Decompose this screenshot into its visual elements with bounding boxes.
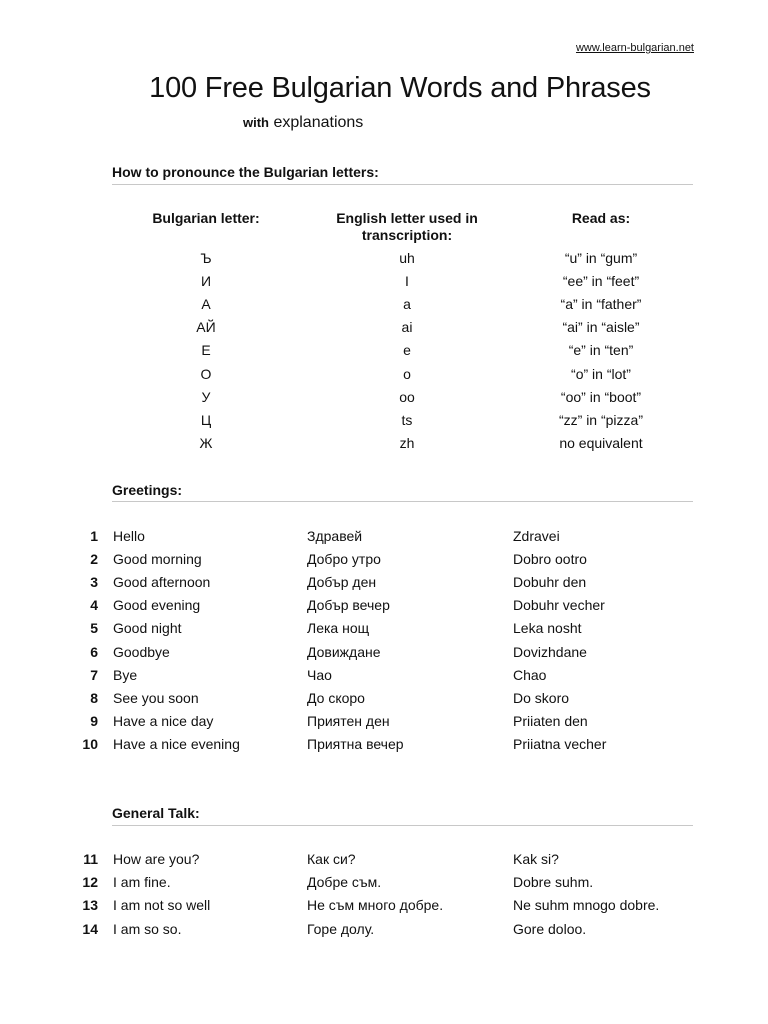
english-phrase: Good night <box>113 620 182 637</box>
list-item <box>0 690 768 713</box>
english-phrase: I am fine. <box>113 874 171 891</box>
bulgarian-phrase: Добър вечер <box>307 597 390 614</box>
english-phrase: Goodbye <box>113 643 170 660</box>
list-item <box>0 897 768 920</box>
list-item <box>0 644 768 667</box>
list-item <box>0 736 768 759</box>
english-phrase: See you soon <box>113 689 199 706</box>
general-talk-heading: General Talk: <box>112 805 200 821</box>
read-as-cell: “a” in “father” <box>560 296 642 313</box>
phrase-number: 10 <box>82 735 98 752</box>
read-as-cell: “e” in “ten” <box>568 342 634 359</box>
phrase-number: 1 <box>90 528 98 544</box>
transliteration: Zdravei <box>513 528 560 544</box>
transcription-cell: ai <box>401 319 413 336</box>
list-item <box>0 620 768 643</box>
bulgarian-letter-cell: Ъ <box>200 250 212 266</box>
greetings-heading: Greetings: <box>112 482 183 498</box>
transcription-cell: oo <box>399 388 415 405</box>
bulgarian-phrase: Приятен ден <box>307 712 390 729</box>
bulgarian-letter-cell: АЙ <box>196 319 216 336</box>
english-phrase: Bye <box>113 666 138 683</box>
list-item <box>0 851 768 874</box>
transliteration: Priiaten den <box>513 712 588 729</box>
pronunciation-heading: How to pronounce the Bulgarian letters: <box>112 164 379 180</box>
column-header-transcription <box>312 210 502 244</box>
bulgarian-phrase: Довиждане <box>307 643 381 660</box>
bulgarian-phrase: Добър ден <box>307 574 377 591</box>
bulgarian-phrase: Лека нощ <box>307 620 370 637</box>
bulgarian-letter-cell: Ж <box>199 434 213 451</box>
phrase-number: 3 <box>90 574 98 591</box>
transliteration: Dobuhr vecher <box>513 597 605 614</box>
english-phrase: Have a nice day <box>113 712 214 729</box>
english-phrase: Good afternoon <box>113 574 211 591</box>
transcription-cell: I <box>405 273 409 290</box>
bulgarian-phrase: До скоро <box>307 689 365 706</box>
list-item <box>0 528 768 551</box>
bulgarian-letter-cell: О <box>200 365 212 382</box>
column-header-transcription-line2: transcription: <box>361 227 453 243</box>
list-item <box>0 574 768 597</box>
site-link[interactable]: www.learn-bulgarian.net <box>575 42 694 54</box>
section-divider <box>112 501 693 502</box>
phrase-number: 6 <box>90 643 98 660</box>
column-header-read-as: Read as: <box>571 210 631 226</box>
bulgarian-phrase: Здравей <box>307 528 363 544</box>
english-phrase: I am not so well <box>113 897 211 914</box>
table-row <box>0 250 768 273</box>
english-phrase: Have a nice evening <box>113 735 240 752</box>
transliteration: Dovizhdane <box>513 643 587 660</box>
section-divider <box>112 184 693 185</box>
phrase-number: 8 <box>90 689 98 706</box>
read-as-cell: “ee” in “feet” <box>562 273 640 290</box>
english-phrase: I am so so. <box>113 920 182 937</box>
transliteration: Ne suhm mnogo dobre. <box>513 897 660 914</box>
subtitle-explanations: explanations <box>269 114 364 131</box>
transcription-cell: zh <box>399 434 415 451</box>
column-header-letter: Bulgarian letter: <box>152 210 260 226</box>
english-phrase: Hello <box>113 528 145 544</box>
phrase-number: 13 <box>82 897 98 914</box>
read-as-cell: “u” in “gum” <box>564 250 638 266</box>
list-item <box>0 921 768 944</box>
bulgarian-phrase: Приятна вечер <box>307 735 404 752</box>
phrase-number: 7 <box>90 666 98 683</box>
bulgarian-letter-cell: У <box>201 388 211 405</box>
phrase-number: 9 <box>90 712 98 729</box>
phrase-number: 11 <box>83 851 98 867</box>
transliteration: Dobuhr den <box>513 574 587 591</box>
transliteration: Kak si? <box>513 851 559 867</box>
column-header-transcription-line1: English letter used in <box>336 210 478 226</box>
transliteration: Dobro ootro <box>513 551 587 568</box>
transcription-cell: o <box>403 365 411 382</box>
table-row <box>0 296 768 319</box>
transcription-cell: e <box>403 342 411 359</box>
section-divider <box>112 825 693 826</box>
read-as-cell: “ai” in “aisle” <box>562 319 640 336</box>
bulgarian-letter-cell: А <box>201 296 211 313</box>
table-row <box>0 342 768 365</box>
table-row <box>0 435 768 458</box>
transliteration: Chao <box>513 666 547 683</box>
bulgarian-phrase: Добро утро <box>307 551 381 568</box>
list-item <box>0 874 768 897</box>
bulgarian-phrase: Горе долу. <box>307 920 375 937</box>
english-phrase: Good morning <box>113 551 202 568</box>
list-item <box>0 713 768 736</box>
transliteration: Dobre suhm. <box>513 874 594 891</box>
transcription-cell: a <box>403 296 411 313</box>
transcription-cell: ts <box>401 411 413 428</box>
transliteration: Gore doloo. <box>513 920 587 937</box>
read-as-cell: “oo” in “boot” <box>560 388 642 405</box>
bulgarian-letter-cell: И <box>200 273 212 290</box>
transliteration: Do skoro <box>513 689 570 706</box>
document-title: 100 Free Bulgarian Words and Phrases <box>149 72 651 104</box>
phrase-number: 5 <box>90 620 98 637</box>
bulgarian-phrase: Добре съм. <box>307 874 382 891</box>
subtitle-with: with <box>243 115 269 130</box>
bulgarian-phrase: Не съм много добре. <box>307 897 444 914</box>
transliteration: Priiatna vecher <box>513 735 607 752</box>
phrase-number: 12 <box>82 874 98 891</box>
read-as-cell: “zz” in “pizza” <box>558 411 643 428</box>
table-row <box>0 366 768 389</box>
english-phrase: How are you? <box>113 851 200 867</box>
transcription-cell: uh <box>399 250 415 266</box>
bulgarian-letter-cell: Е <box>201 342 211 359</box>
table-row <box>0 273 768 296</box>
list-item <box>0 597 768 620</box>
phrase-number: 2 <box>90 551 98 568</box>
table-row <box>0 319 768 342</box>
bulgarian-phrase: Чао <box>307 666 332 683</box>
bulgarian-letter-cell: Ц <box>200 411 212 428</box>
transliteration: Leka nosht <box>513 620 582 637</box>
english-phrase: Good evening <box>113 597 201 614</box>
list-item <box>0 667 768 690</box>
phrase-number: 4 <box>90 597 98 614</box>
table-row <box>0 412 768 435</box>
document-subtitle <box>243 114 363 132</box>
list-item <box>0 551 768 574</box>
read-as-cell: no equivalent <box>559 434 643 451</box>
table-row <box>0 389 768 412</box>
bulgarian-phrase: Как си? <box>307 851 356 867</box>
phrase-number: 14 <box>82 920 98 937</box>
read-as-cell: “o” in “lot” <box>571 365 631 382</box>
